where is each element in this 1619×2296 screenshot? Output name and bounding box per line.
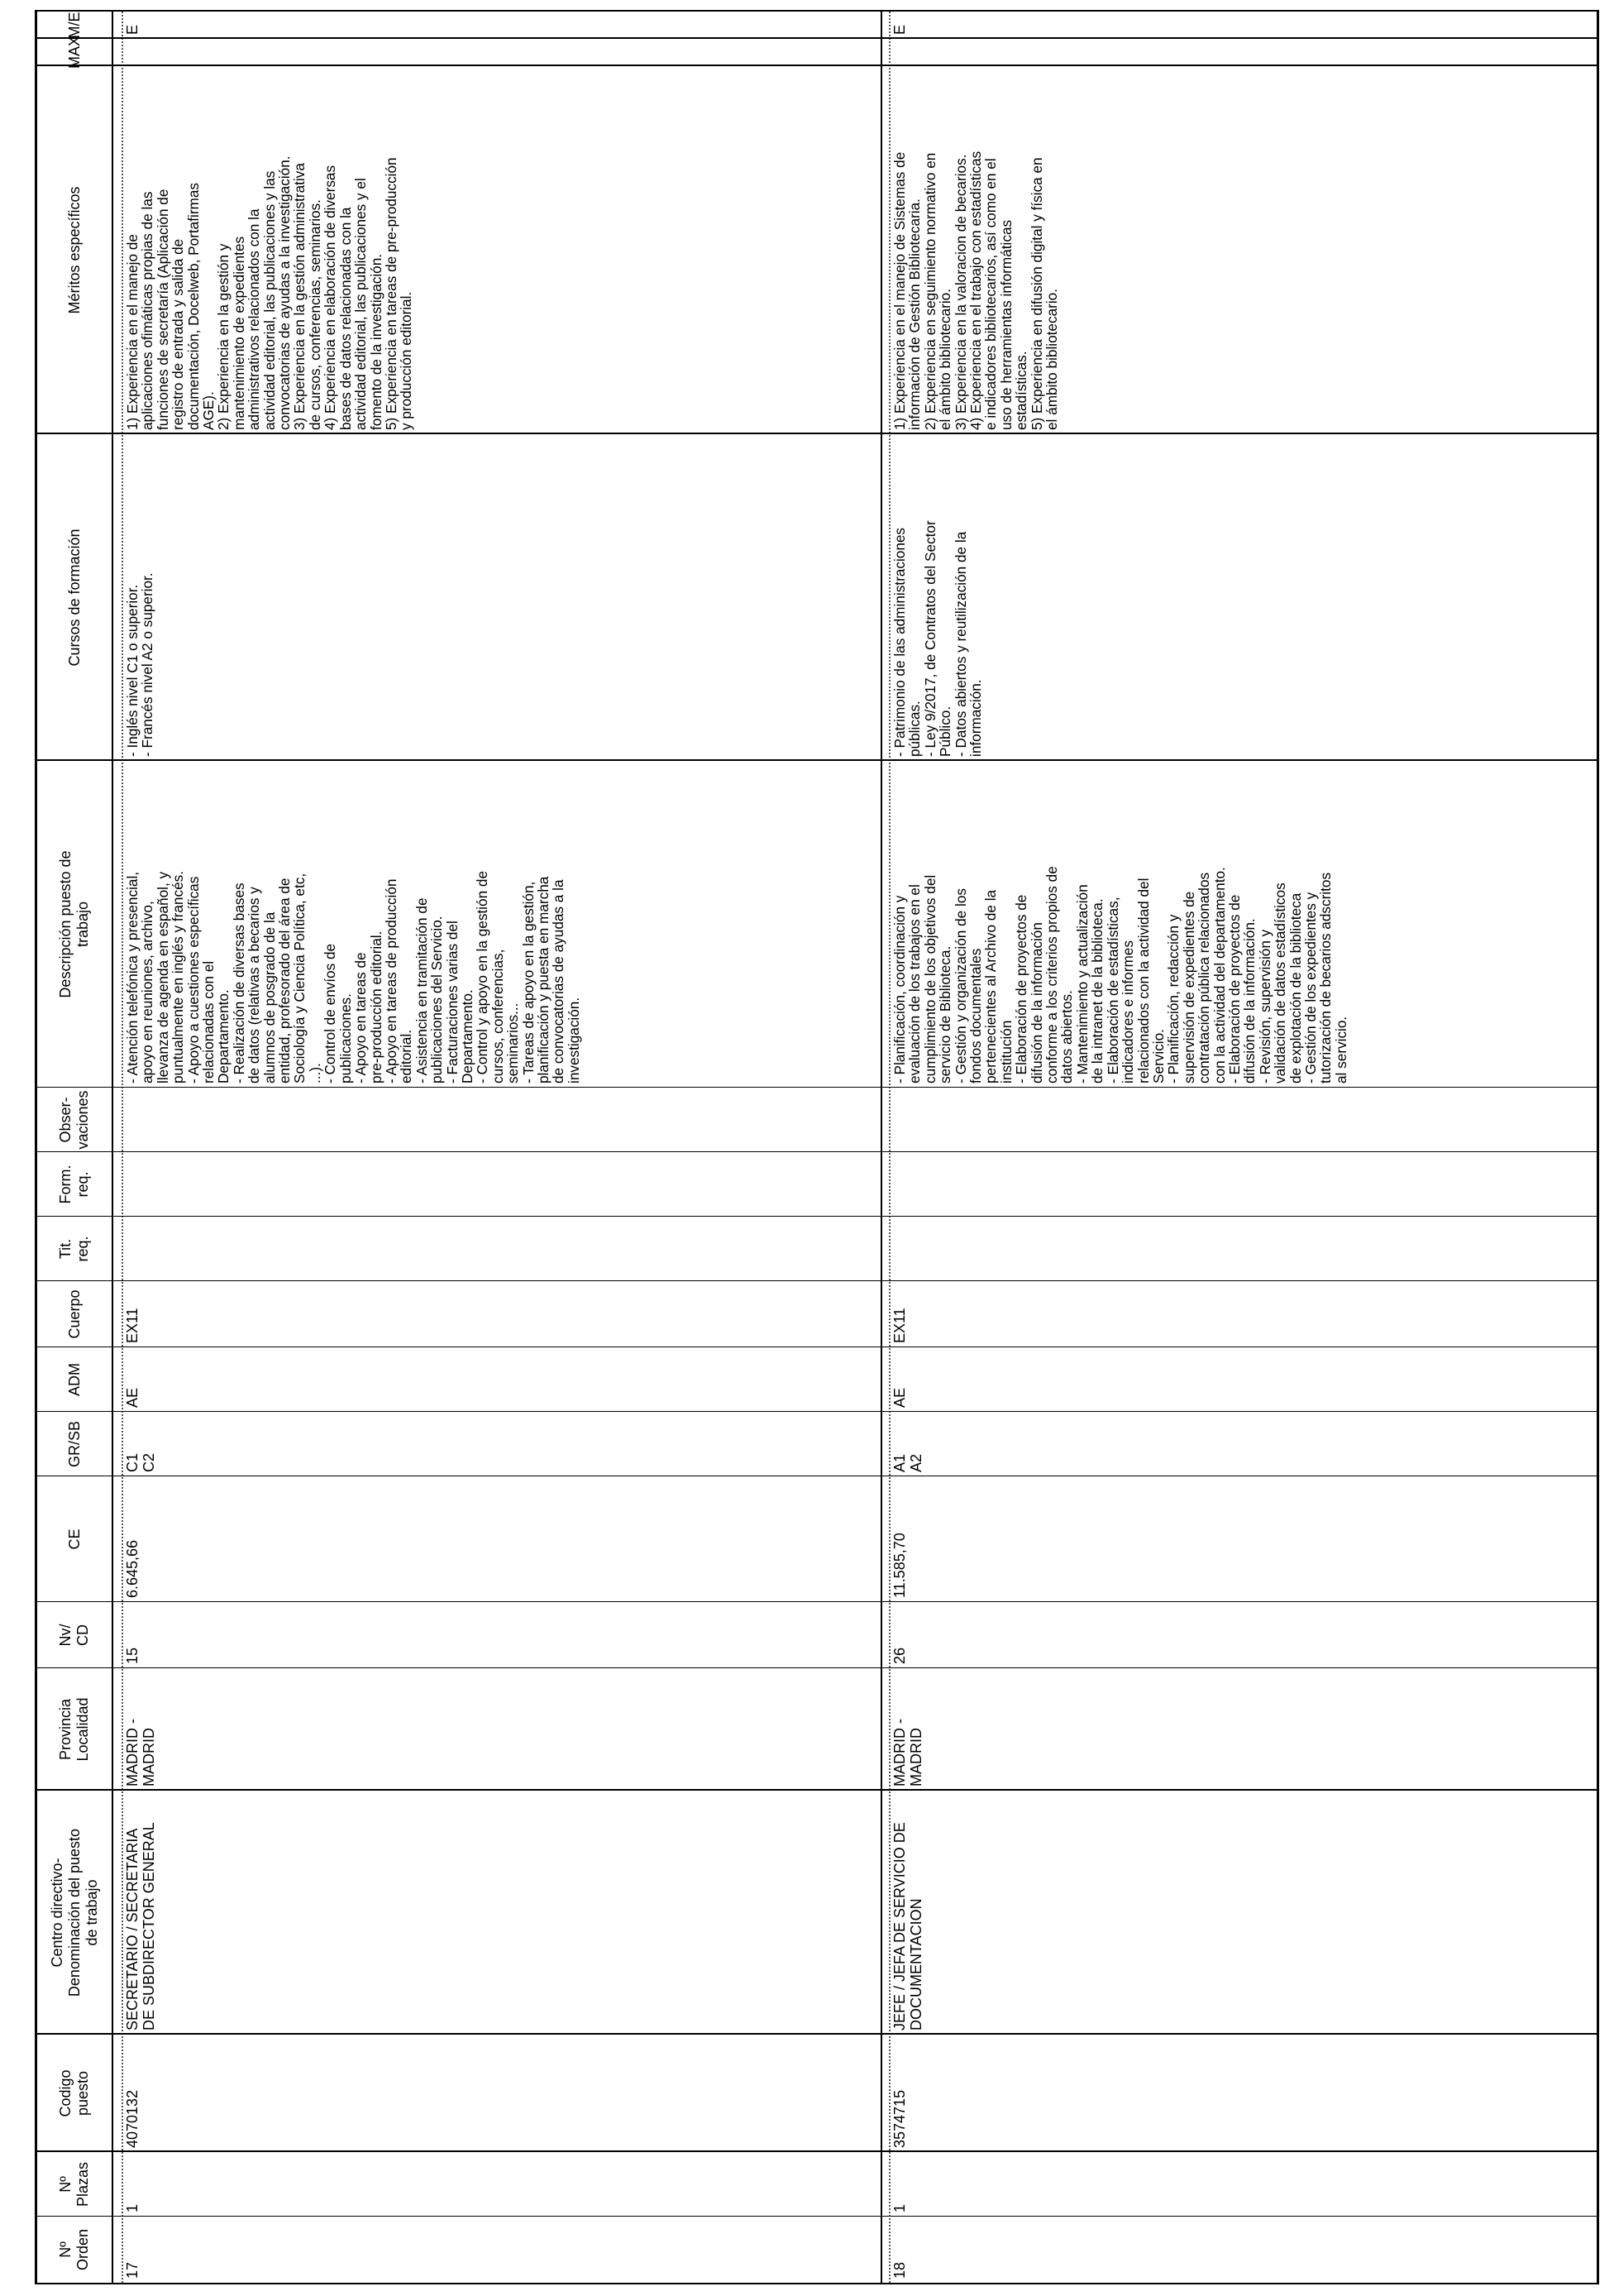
row-separator [881, 12, 882, 2283]
row-18-max [887, 39, 892, 66]
column-rule [37, 1216, 1597, 1217]
header-grsb: GR/SB [65, 1421, 83, 1468]
row-18-tit [887, 1217, 892, 1281]
header-provincia: Provincia Localidad [57, 1697, 91, 1762]
row-17-cuerpo: EX11 [124, 1308, 141, 1343]
header-form: Form. req. [57, 1165, 91, 1204]
header-ce: CE [65, 1528, 83, 1550]
header-codigo: Codigo puesto [57, 2069, 91, 2117]
row-17-orden: 17 [124, 2261, 141, 2279]
header-cuerpo: Cuerpo [65, 1289, 83, 1339]
row-18-orden: 18 [891, 2261, 908, 2279]
row-18-descripcion: - Planificación, coordinación y evaluación de los trabajos en el cumplimiento de los objetivos del servicio de Biblioteca. - Gestión y organización de los fondos documentales pertenecientes al Archivo de la institución - Elaboración de proyectos de difusión de la información conforme a los criterios propios de datos abiertos. - Mantenimiento y actualización de la intranet de la biblioteca. - Elaboración de estadísticas, indicadores e informes relacionados con la actividad del Servicio. - Planificación, redacción y supervisión de expedientes de contratación pública relacionados con la actividad del departamento. - Elaboración de proyectos de difusión de la información. - Revisión, supervisión y validación de datos estadísticos de explotación de la biblioteca - Gestión de los expedientes y tutorización de becarios adscritos al servicio. [891, 866, 1349, 1083]
row-17-meritos: 1) Experiencia en el manejo de aplicaciones ofimáticas propias de las funciones de secretaría (Aplicación de registro de entrada y salida de documentación, Docelweb, Portafirmas AGE). 2) Experiencia en la gestión y mantenimiento de expedientes administrativos relacionados con la actividad editorial, las publicaciones y las convocatorias de ayudas a la investigación. 3) Experiencia en la gestión administrativa de cursos, conferencias, seminarios. 4) Experiencia en elaboración de diversas bases de datos relacionadas con la actividad editorial, las publicaciones y el fomento de la investigación. 5) Experiencia en tareas de pre-producción y producción editorial. [124, 155, 415, 430]
row-18-meritos: 1) Experiencia en el manejo de Sistemas de información de Gestión Bibliotecaria. 2) Experiencia en seguimiento normativo en el ámbito bibliotecario. 3) Experiencia en la valoracion de becarios. 4) Experiencia en el trabajo con estadísticas e indicadores bibliotecarios, así como en el uso de herramientas informáticas estadísticas. 5) Experiencia en difusión digital y física en el ámbito bibliotecario. [891, 151, 1061, 430]
row-17-form [120, 1152, 125, 1217]
row-17-nvcd: 15 [124, 1647, 141, 1664]
column-rule [37, 2033, 1597, 2035]
header-tit: Tit. req. [57, 1236, 91, 1262]
row-18-adm: AE [891, 1387, 908, 1408]
column-rule [37, 1601, 1597, 1602]
column-rule [37, 1411, 1597, 1412]
header-obser: Obser- vaciones [57, 1090, 91, 1150]
row-17-provincia: MADRID - MADRID [124, 1719, 157, 1787]
row-17-tit [120, 1217, 125, 1281]
column-rule [37, 1151, 1597, 1152]
row-18-provincia: MADRID - MADRID [891, 1719, 924, 1787]
row-17-codigo: 4070132 [124, 2089, 141, 2148]
row-18-codigo: 3574715 [891, 2089, 908, 2148]
row-17-max [120, 39, 125, 66]
row-18-obser [887, 1088, 892, 1152]
job-positions-table [35, 10, 1599, 2284]
row-18-me: E [891, 24, 908, 35]
row-18-nvcd: 26 [891, 1647, 908, 1664]
row-17-plazas: 1 [124, 2203, 141, 2212]
header-cursos: Cursos de formación [65, 529, 83, 667]
row-18-cuerpo: EX11 [891, 1308, 908, 1343]
header-plazas: Nº Plazas [57, 2161, 91, 2208]
column-rule [37, 37, 1597, 39]
column-rule [37, 1280, 1597, 1281]
column-rule [37, 2216, 1597, 2217]
header-descripcion: Descripción puesto de trabajo [57, 850, 91, 998]
row-17-me: E [124, 24, 141, 35]
row-17-obser [120, 1088, 125, 1152]
row-18-grsb: A1 A2 [891, 1453, 924, 1472]
row-18-form [887, 1152, 892, 1217]
row-18-ce: 11.585,70 [891, 1533, 908, 1598]
row-17-grsb: C1 C2 [124, 1452, 157, 1472]
column-rule [37, 2150, 1597, 2152]
row-17-descripcion: - Atención telefónica y presencial, apoyo en reuniones, archivo, llevanza de agenda en español, y puntualmente en inglés y francés. - Apoyo a cuestiones específicas relacionadas con el Departamento. - Realización de diversas bases de datos (relativas a becarios y alumnos de posgrado de la entidad, profesorado del área de Sociología y Ciencia Política, etc, ...). - Control de envíos de publicaciones. - Apoyo en tareas de pre-producción editorial. - Apoyo en tareas de producción editorial. - Asistencia en tramitación de publicaciones del Servicio. - Facturaciones varias del Departamento. - Control y apoyo en la gestión de cursos, conferencias, seminarios... - Tareas de apoyo en la gestión, planificación y puesta en marcha de convocatorias de ayudas a la investigación. [124, 870, 582, 1083]
header-meritos: Méritos específicos [65, 186, 83, 314]
column-rule [37, 1789, 1597, 1791]
row-17-centro: SECRETARIO / SECRETARIA DE SUBDIRECTOR GENERAL [124, 1822, 157, 2031]
row-18-cursos: - Patrimonio de las administraciones públicas. - Ley 9/2017, de Contratos del Sector Público. - Datos abiertos y reutilización de la información. [891, 520, 985, 757]
header-nvcd: Nv/ CD [57, 1624, 91, 1647]
header-max: MAX [65, 36, 83, 69]
row-18-centro: JEFE / JEFA DE SERVICIO DE DOCUMENTACION [891, 1822, 924, 2031]
header-orden: Nº Orden [57, 2228, 91, 2271]
column-rule [37, 1667, 1597, 1668]
header-adm: ADM [65, 1363, 83, 1396]
header-me: M/E [65, 12, 83, 39]
row-18-plazas: 1 [891, 2203, 908, 2212]
row-17-cursos: - Inglés nivel C1 o superior. - Francés nivel A2 o superior. [124, 572, 156, 757]
row-17-adm: AE [124, 1387, 141, 1408]
header-centro: Centro directivo- Denominación del puesto de trabajo [48, 1828, 100, 1997]
row-17-ce: 6.645,66 [124, 1539, 141, 1598]
header-separator [112, 12, 113, 2283]
